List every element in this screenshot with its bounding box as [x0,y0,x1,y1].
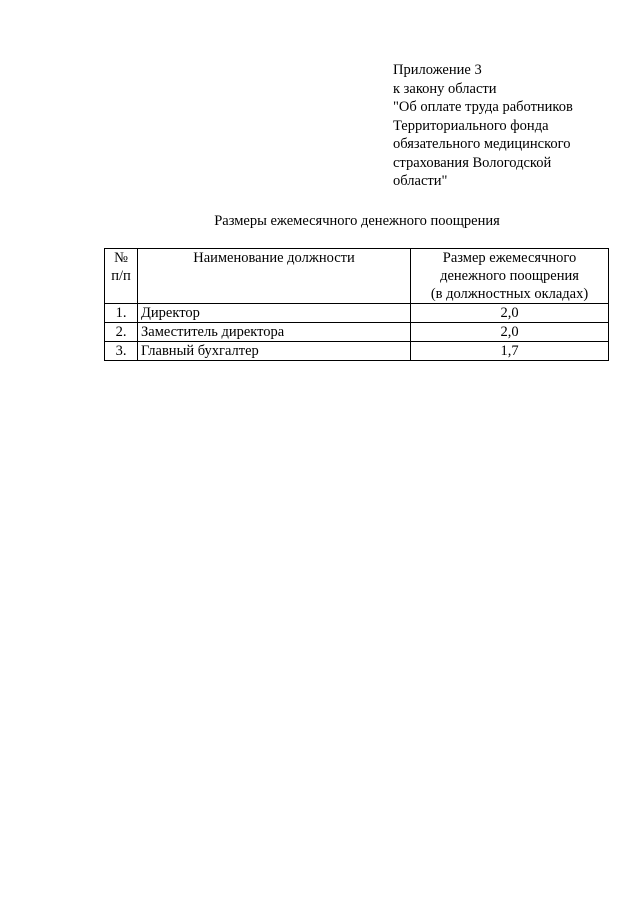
table-row [105,304,609,323]
row-bonus-size: 1,7 [411,342,609,361]
annex-line: Территориального фонда [393,117,549,134]
table-row [105,323,609,342]
header-size-line1: Размер ежемесячного [442,250,577,266]
header-bonus-size [411,249,609,304]
document-title: Размеры ежемесячного денежного поощрения [214,213,500,229]
row-number: 2. [105,323,138,342]
annex-line: страхования Вологодской [393,154,552,171]
row-position: Заместитель директора [138,323,411,342]
header-size-line2: денежного поощрения [440,268,579,284]
table-row [105,342,609,361]
header-number-line2: п/п [111,268,131,284]
row-position: Директор [138,304,411,323]
annex-header [393,61,628,191]
header-position: Наименование должности [138,249,411,304]
row-number: 1. [105,304,138,323]
row-position: Главный бухгалтер [138,342,411,361]
annex-line: к закону области [393,80,497,97]
row-bonus-size: 2,0 [411,323,609,342]
bonus-table [104,248,609,361]
annex-line: области" [393,173,448,189]
annex-line: Приложение 3 [393,62,482,78]
table-header-row [105,249,609,304]
annex-line: обязательного медицинского [393,136,571,152]
header-size-line3: (в должностных окладах) [430,286,589,302]
row-bonus-size: 2,0 [411,304,609,323]
row-number: 3. [105,342,138,361]
annex-line: "Об оплате труда работников [393,99,573,115]
header-number-line1: № [114,250,128,266]
header-number [105,249,138,304]
